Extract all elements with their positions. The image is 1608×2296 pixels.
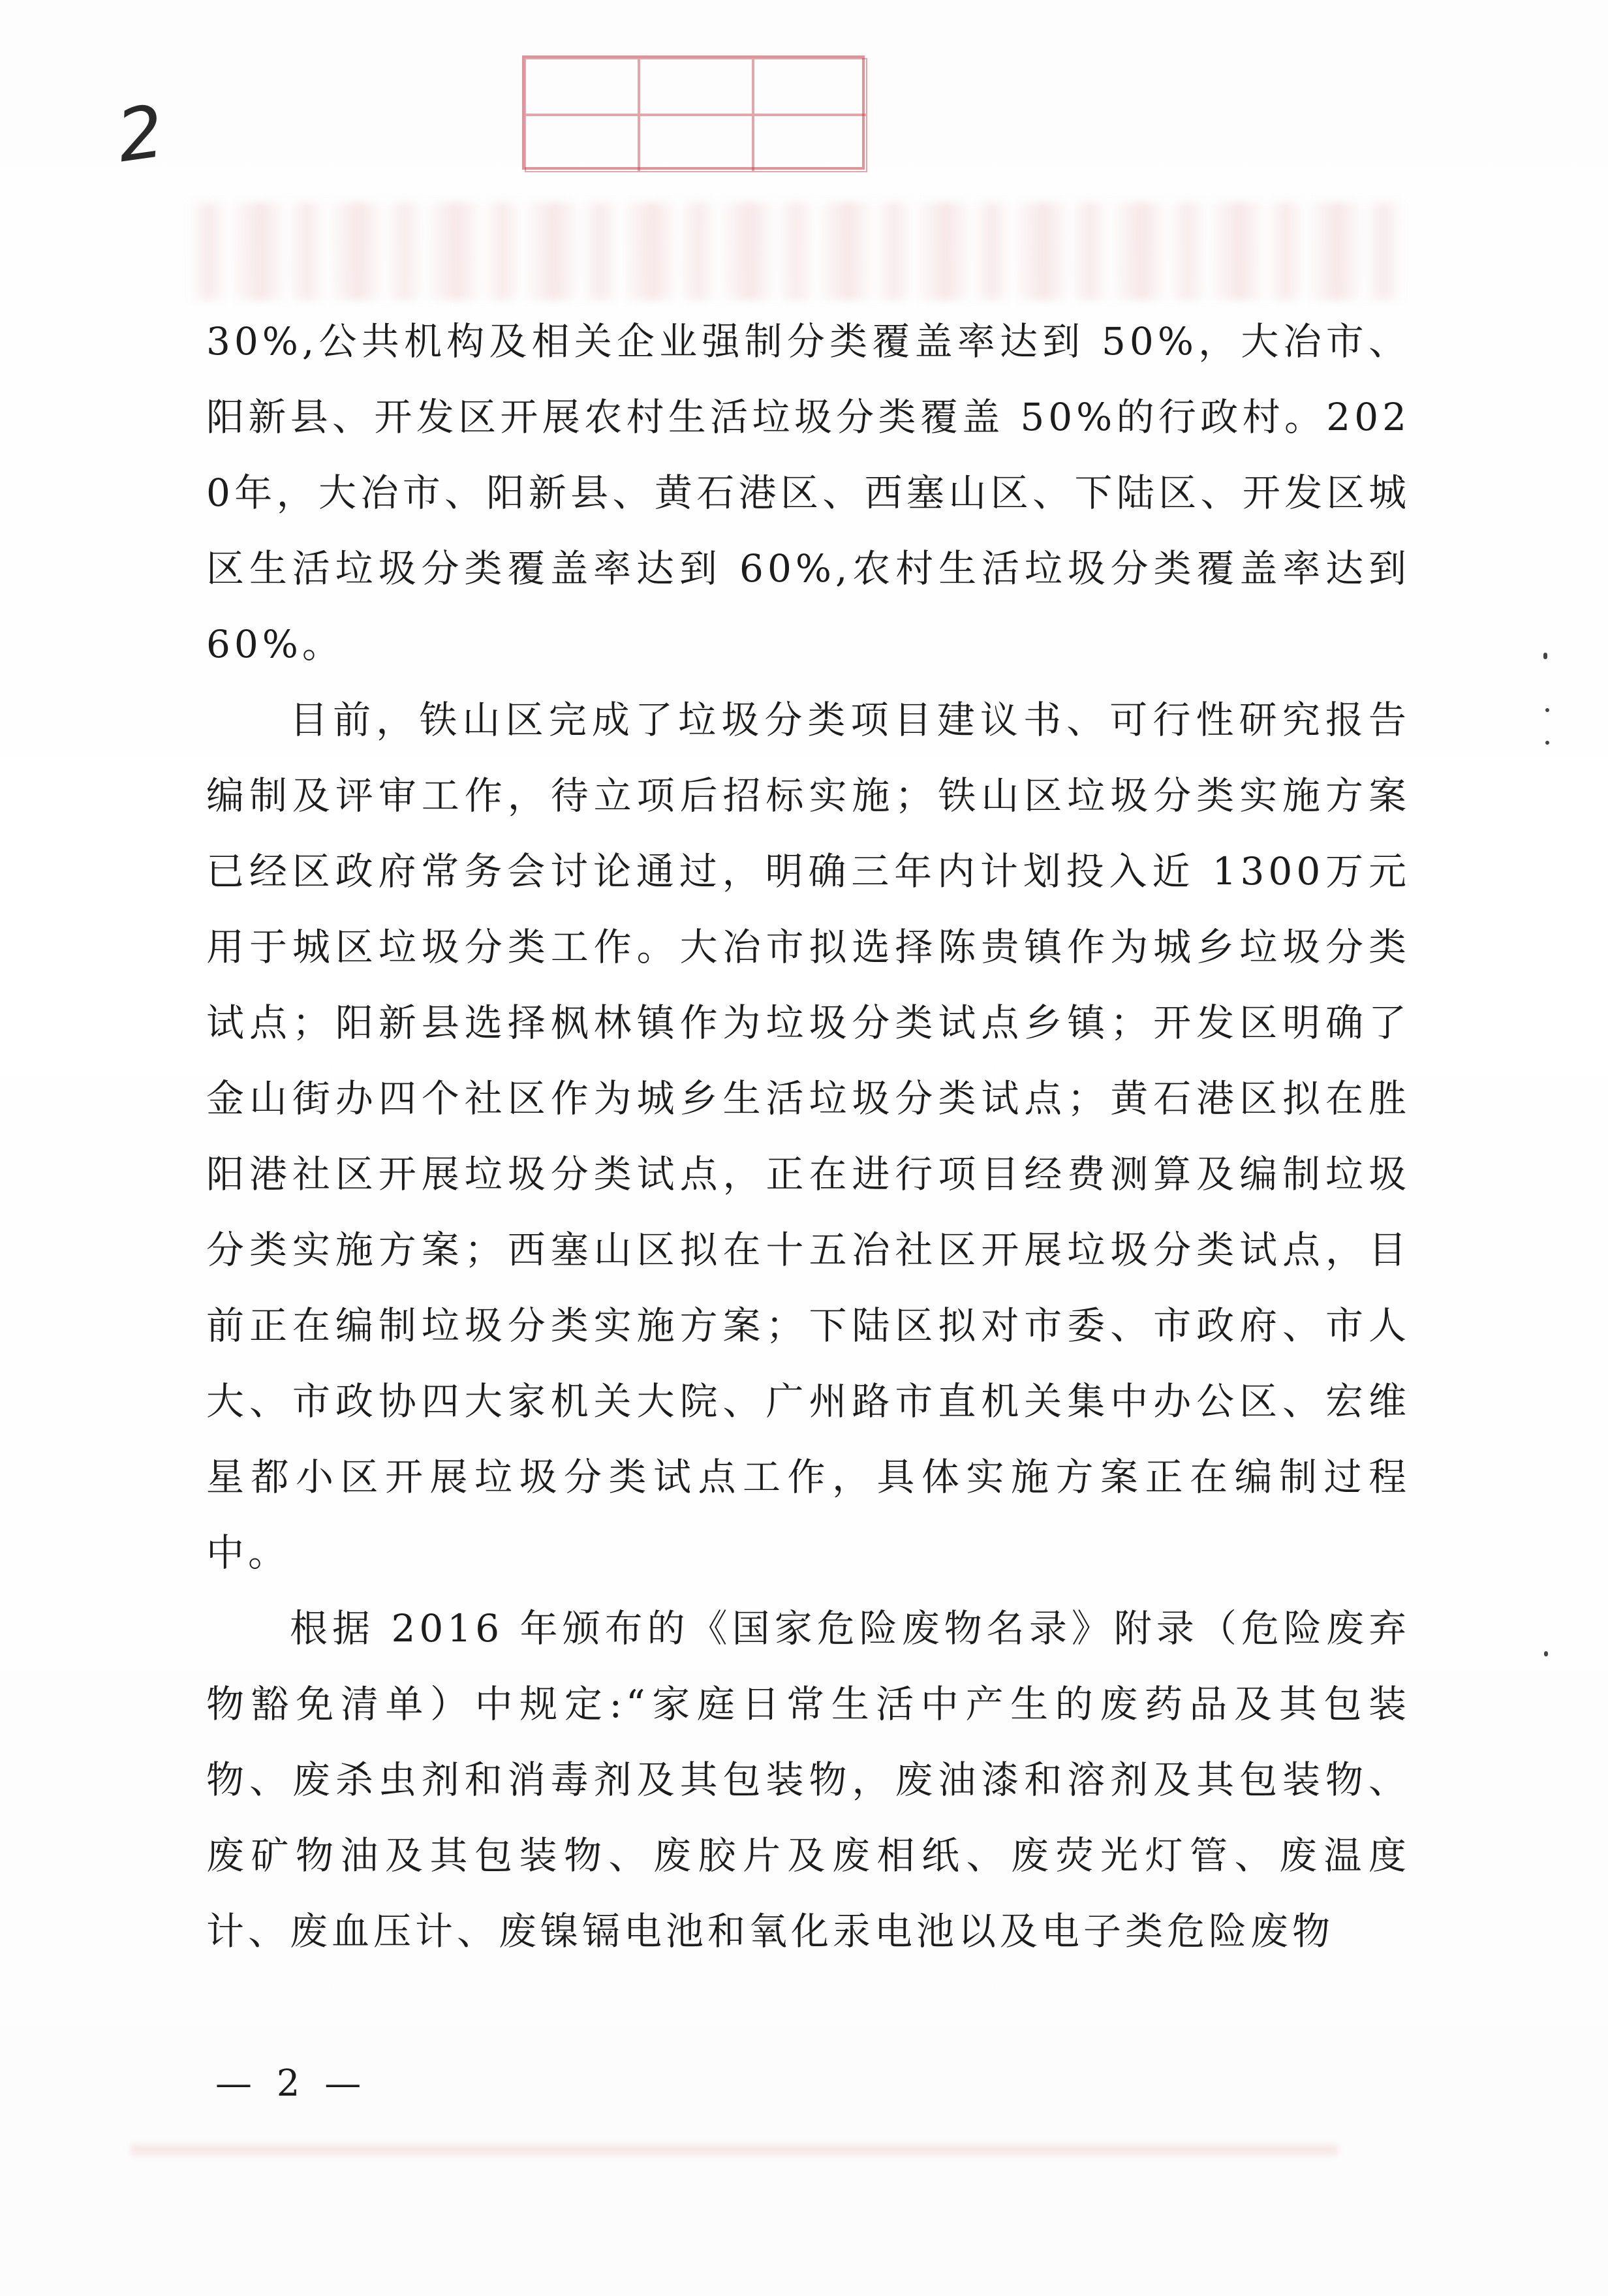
- paragraph-pilot-progress: 目前，铁山区完成了垃圾分类项目建议书、可行性研究报告编制及评审工作，待立项后招标实施；铁山区垃圾分类实施方案已经区政府常务会讨论通过，明确三年内计划投入近 1300万元用于城区垃圾分类工作。大冶市拟选择陈贵镇作为城乡垃圾分类试点；阳新县选择枫林镇作为垃圾分类试点乡镇；开发区明确了金山街办四个社区作为城乡生活垃圾分类试点；黄石港区拟在胜阳港社区开展垃圾分类试点，正在进行项目经费测算及编制垃圾分类实施方案；西塞山区拟在十五冶社区开展垃圾分类试点，目前正在编制垃圾分类实施方案；下陆区拟对市委、市政府、市人大、市政协四大家机关大院、广州路市直机关集中办公区、宏维星都小区开展垃圾分类试点工作，具体实施方案正在编制过程中。: [206, 698, 1410, 1575]
- stamp-cell: [525, 58, 639, 115]
- scan-speck: [1545, 708, 1549, 712]
- page-number: — 2 —: [215, 2062, 368, 2105]
- document-body: [206, 303, 1410, 1969]
- handwritten-page-mark: 2: [112, 89, 169, 179]
- scan-speck: [1543, 653, 1547, 659]
- receipt-stamp: [522, 55, 865, 170]
- stamp-cell: [639, 115, 753, 172]
- scan-speck: [1545, 741, 1549, 745]
- paragraph-hazardous-waste: 根据 2016 年颁布的《国家危险废物名录》附录（危险废弃物豁免清单）中规定:“家庭日常生活中产生的废药品及其包装物、废杀虫剂和消毒剂及其包装物，废油漆和溶剂及其包装物、废矿物油及其包装物、废胶片及废相纸、废荧光灯管、废温度计、废血压计、废镍镉电池和氧化汞电池以及电子类危险废物: [206, 1606, 1410, 1953]
- scan-speck: [1544, 1651, 1548, 1656]
- stamp-cell: [639, 58, 753, 115]
- bleed-through-red-header: [189, 202, 1403, 300]
- stamp-cell: [753, 58, 867, 115]
- paragraph-coverage-targets: 30%,公共机构及相关企业强制分类覆盖率达到 50%，大冶市、阳新县、开发区开展农村生活垃圾分类覆盖 50%的行政村。2020年，大冶市、阳新县、黄石港区、西塞山区、下陆区、开发区城区生活垃圾分类覆盖率达到 60%,农村生活垃圾分类覆盖率达到 60%。: [206, 319, 1410, 666]
- bleed-through-footer-line: [131, 2144, 1338, 2156]
- stamp-cell: [753, 115, 867, 172]
- stamp-cell: [525, 115, 639, 172]
